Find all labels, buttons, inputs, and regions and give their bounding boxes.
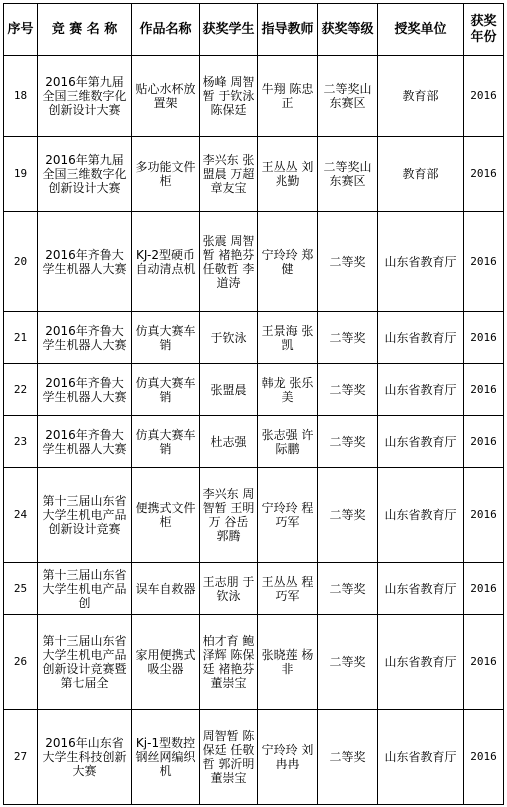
cell-work: 家用便携式吸尘器: [132, 615, 200, 710]
cell-teachers: 王丛丛 程巧军: [258, 563, 318, 615]
cell-competition: 2016年第九届全国三维数字化创新设计大赛: [38, 56, 132, 137]
cell-students: 王志朋 于钦泳: [200, 563, 258, 615]
cell-no: 19: [4, 137, 38, 212]
cell-org: 山东省教育厅: [378, 563, 464, 615]
cell-level: 二等奖: [318, 364, 378, 416]
table-row: [4, 364, 504, 416]
cell-org: 山东省教育厅: [378, 364, 464, 416]
cell-students: 张震 周智暂 褚艳芬 任敬哲 李道涛: [200, 212, 258, 312]
cell-work: 贴心水杯放置架: [132, 56, 200, 137]
cell-competition: 2016年齐鲁大学生机器人大赛: [38, 212, 132, 312]
cell-no: 22: [4, 364, 38, 416]
cell-teachers: 宁玲玲 程巧军: [258, 468, 318, 563]
header-teachers: 指导教师: [258, 4, 318, 56]
table-row: [4, 137, 504, 212]
cell-students: 张盟晨: [200, 364, 258, 416]
header-no: 序号: [4, 4, 38, 56]
header-competition: 竞 赛 名 称: [38, 4, 132, 56]
cell-year: 2016: [464, 615, 504, 710]
cell-level: 二等奖: [318, 212, 378, 312]
cell-year: 2016: [464, 710, 504, 805]
cell-competition: 2016年第九届全国三维数字化创新设计大赛: [38, 137, 132, 212]
cell-teachers: 牛翔 陈忠正: [258, 56, 318, 137]
cell-students: 杨峰 周智暂 于钦泳 陈保廷: [200, 56, 258, 137]
cell-students: 杜志强: [200, 416, 258, 468]
table-row: [4, 615, 504, 710]
cell-students: 周智暂 陈保廷 任敬哲 郭沂明 董崇宝: [200, 710, 258, 805]
cell-level: 二等奖: [318, 615, 378, 710]
cell-students: 柏才育 鲍泽辉 陈保廷 褚艳芬 董崇宝: [200, 615, 258, 710]
cell-competition: 第十三届山东省大学生机电产品创新设计竞赛: [38, 468, 132, 563]
cell-teachers: 张志强 许际鹏: [258, 416, 318, 468]
header-level: 获奖等级: [318, 4, 378, 56]
header-students: 获奖学生: [200, 4, 258, 56]
cell-level: 二等奖: [318, 563, 378, 615]
header-row: [4, 4, 504, 56]
cell-work: 便携式文件柜: [132, 468, 200, 563]
cell-org: 教育部: [378, 137, 464, 212]
cell-no: 18: [4, 56, 38, 137]
cell-students: 于钦泳: [200, 312, 258, 364]
cell-year: 2016: [464, 468, 504, 563]
cell-students: 李兴东 周智暂 王明万 谷岳 郭腾: [200, 468, 258, 563]
cell-teachers: 韩龙 张乐美: [258, 364, 318, 416]
cell-year: 2016: [464, 212, 504, 312]
cell-work: 仿真大赛车销: [132, 416, 200, 468]
cell-level: 二等奖: [318, 468, 378, 563]
cell-competition: 2016年齐鲁大学生机器人大赛: [38, 416, 132, 468]
cell-org: 山东省教育厅: [378, 312, 464, 364]
table-row: [4, 563, 504, 615]
cell-work: 仿真大赛车销: [132, 364, 200, 416]
cell-org: 山东省教育厅: [378, 212, 464, 312]
cell-teachers: 王丛丛 刘兆勤: [258, 137, 318, 212]
cell-no: 24: [4, 468, 38, 563]
cell-year: 2016: [464, 137, 504, 212]
cell-teachers: 王景海 张凯: [258, 312, 318, 364]
cell-teachers: 张晓莲 杨非: [258, 615, 318, 710]
cell-teachers: 宁玲玲 刘冉冉: [258, 710, 318, 805]
cell-no: 27: [4, 710, 38, 805]
cell-no: 26: [4, 615, 38, 710]
cell-no: 25: [4, 563, 38, 615]
cell-competition: 2016年山东省大学生科技创新大赛: [38, 710, 132, 805]
cell-no: 21: [4, 312, 38, 364]
cell-competition: 2016年齐鲁大学生机器人大赛: [38, 312, 132, 364]
cell-competition: 2016年齐鲁大学生机器人大赛: [38, 364, 132, 416]
cell-competition: 第十三届山东省大学生机电产品创: [38, 563, 132, 615]
table-row: [4, 312, 504, 364]
cell-no: 23: [4, 416, 38, 468]
cell-work: 多功能文件柜: [132, 137, 200, 212]
table-row: [4, 468, 504, 563]
cell-level: 二等奖山东赛区: [318, 137, 378, 212]
table-row: [4, 212, 504, 312]
cell-org: 山东省教育厅: [378, 710, 464, 805]
cell-year: 2016: [464, 56, 504, 137]
table-row: [4, 710, 504, 805]
cell-level: 二等奖: [318, 312, 378, 364]
cell-year: 2016: [464, 364, 504, 416]
cell-level: 二等奖: [318, 416, 378, 468]
cell-year: 2016: [464, 416, 504, 468]
cell-year: 2016: [464, 563, 504, 615]
cell-org: 山东省教育厅: [378, 615, 464, 710]
cell-no: 20: [4, 212, 38, 312]
cell-level: 二等奖山东赛区: [318, 56, 378, 137]
table-row: [4, 56, 504, 137]
cell-work: Kj-1型数控钢丝网编织机: [132, 710, 200, 805]
cell-org: 教育部: [378, 56, 464, 137]
cell-work: 仿真大赛车销: [132, 312, 200, 364]
cell-level: 二等奖: [318, 710, 378, 805]
awards-table: [3, 3, 504, 805]
header-year: 获奖年份: [464, 4, 504, 56]
cell-work: 误车自救器: [132, 563, 200, 615]
header-work: 作品名称: [132, 4, 200, 56]
cell-year: 2016: [464, 312, 504, 364]
cell-competition: 第十三届山东省大学生机电产品创新设计竞赛暨第七届全: [38, 615, 132, 710]
cell-students: 李兴东 张盟晨 万超 章友宝: [200, 137, 258, 212]
header-org: 授奖单位: [378, 4, 464, 56]
cell-work: KJ-2型硬币自动清点机: [132, 212, 200, 312]
cell-org: 山东省教育厅: [378, 468, 464, 563]
cell-teachers: 宁玲玲 郑健: [258, 212, 318, 312]
cell-org: 山东省教育厅: [378, 416, 464, 468]
table-row: [4, 416, 504, 468]
